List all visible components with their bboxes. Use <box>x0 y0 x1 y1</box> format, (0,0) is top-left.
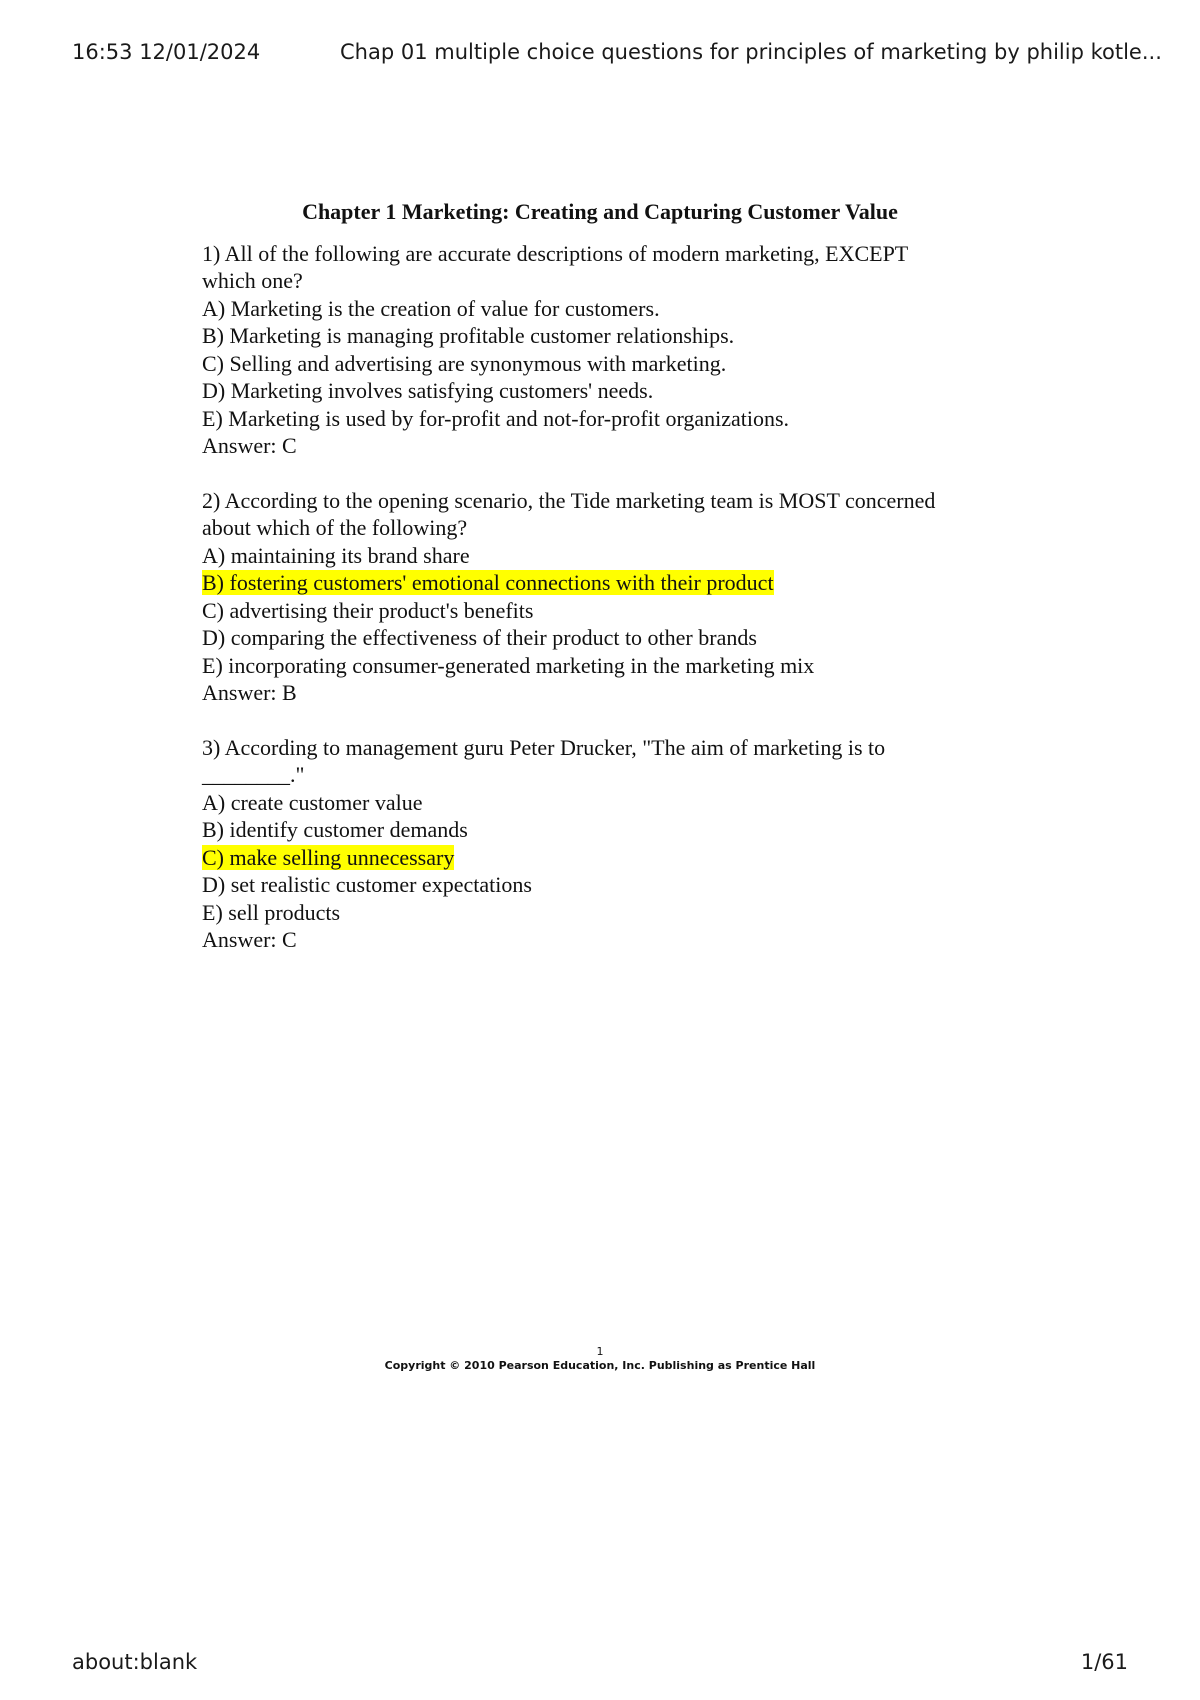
print-page-count: 1/61 <box>1080 1650 1128 1674</box>
answer-option: C) Selling and advertising are synonymous with marketing. <box>202 350 727 376</box>
answer-key: Answer: C <box>202 927 297 952</box>
answer-option: A) maintaining its brand share <box>202 542 470 568</box>
answer-option: B) identify customer demands <box>202 817 468 842</box>
answer-option: C) advertising their product's benefits <box>202 597 534 623</box>
highlighted-answer-option: B) fostering customers' emotional connections with their product <box>202 570 774 595</box>
answer-option: A) create customer value <box>202 789 423 815</box>
page-number: 1 <box>596 1345 604 1358</box>
question-stem-line: about which of the following? <box>202 515 468 540</box>
answer-option: D) comparing the effectiveness of their product to other brands <box>202 625 757 650</box>
answer-option: D) set realistic customer expectations <box>202 872 532 897</box>
question-2 <box>202 487 1022 707</box>
question-stem-line: which one? <box>202 268 303 293</box>
answer-key: Answer: B <box>202 680 297 705</box>
chapter-title: Chapter 1 Marketing: Creating and Capturing Customer Value <box>302 199 898 224</box>
print-doc-title: Chap 01 multiple choice questions for principles of marketing by philip kotle... <box>340 40 1162 64</box>
document-body <box>202 198 1022 981</box>
question-stem-line: 2) According to the opening scenario, the Tide marketing team is MOST concerned <box>202 487 936 513</box>
answer-option: E) incorporating consumer-generated marketing in the marketing mix <box>202 652 815 678</box>
page-footer <box>0 1345 1200 1373</box>
question-stem-line: ________." <box>202 762 305 787</box>
highlighted-answer-option: C) make selling unnecessary <box>202 844 455 870</box>
copyright-notice: Copyright © 2010 Pearson Education, Inc. Publishing as Prentice Hall <box>384 1359 816 1372</box>
print-url: about:blank <box>72 1650 198 1674</box>
answer-key: Answer: C <box>202 433 297 458</box>
answer-option: B) Marketing is managing profitable customer relationships. <box>202 323 735 348</box>
question-1 <box>202 240 1022 460</box>
answer-option: D) Marketing involves satisfying customers' needs. <box>202 378 654 403</box>
answer-option: E) sell products <box>202 899 341 925</box>
question-stem-line: 1) All of the following are accurate descriptions of modern marketing, EXCEPT <box>202 240 909 266</box>
question-stem-line: 3) According to management guru Peter Drucker, "The aim of marketing is to <box>202 734 886 760</box>
print-datetime: 16:53 12/01/2024 <box>72 40 261 64</box>
question-3 <box>202 734 1022 954</box>
answer-option: A) Marketing is the creation of value for customers. <box>202 295 660 321</box>
answer-option: E) Marketing is used by for-profit and not-for-profit organizations. <box>202 405 790 431</box>
